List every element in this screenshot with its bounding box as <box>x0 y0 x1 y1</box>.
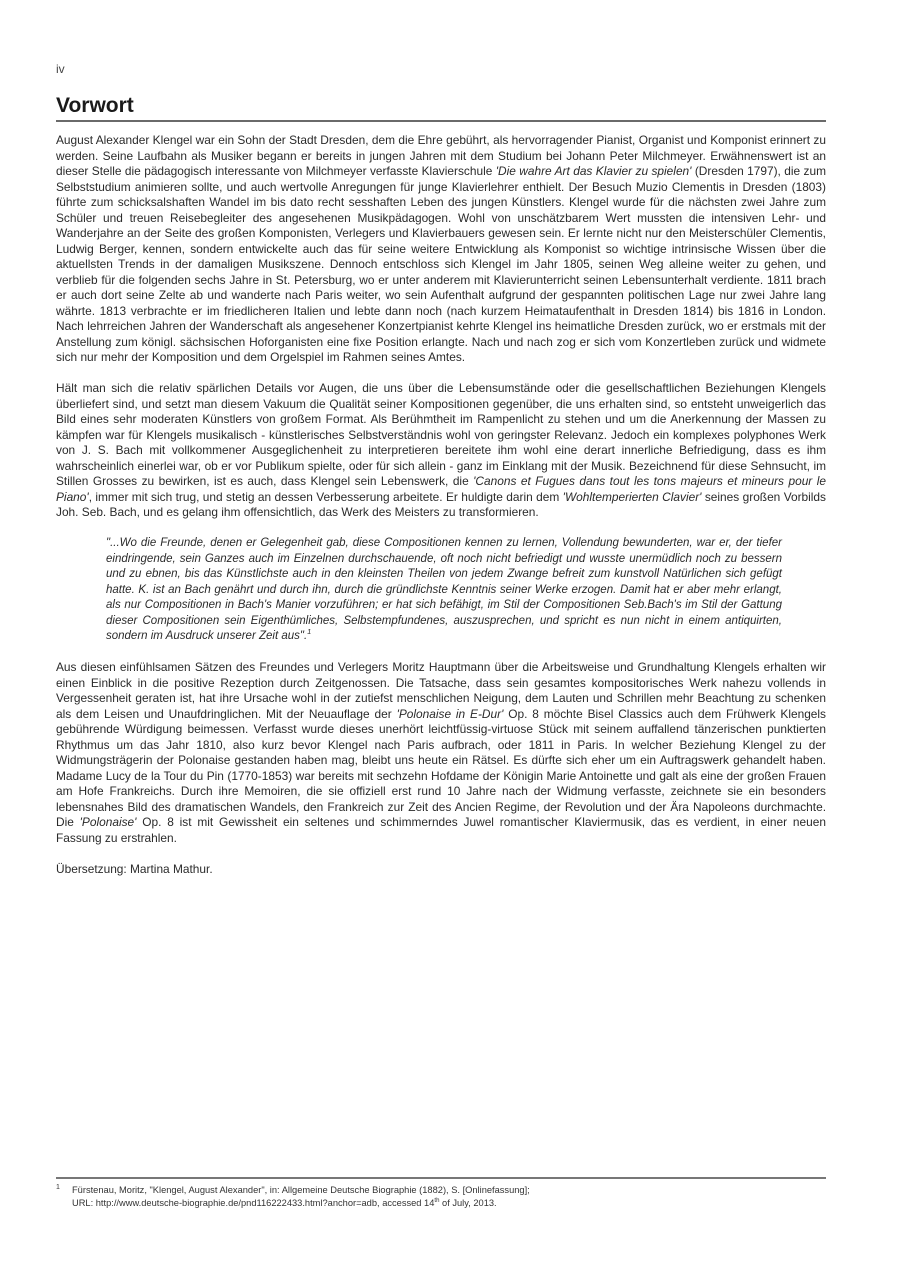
text-segment: Hält man sich die relativ spärlichen Details vor Augen, die uns über die Lebensumstände oder die gesellschaftlichen Beziehungen Klengels überliefert sind, und setzt man diesem Vakuum die Qualität seiner Kompositionen gegenüber, die uns erhalten sind, so entsteht unweigerlich das Bild eines sehr moderaten Künstlers von großem Format. Als Berühmtheit im Rampenlicht zu stehen und um die Anerkennung der Massen zu kämpfen war für Klengels musikalisch - künstlerisches Selbstverständnis wohl von geringster Relevanz. Jedoch ein komplexes polyphones Werk von J. S. Bach mit vollkommener Ausgeglichenheit zu interpretieren bereitete ihm wohl eine derart innerliche Befriedigung, dass es ihm wahrscheinlich einerlei war, ob er vor Publikum spielte, oder für sich allein - ganz im Einklang mit der Musik. Bezeichnend für diese Sehnsucht, im Stillen Grosses zu bewirken, ist es auch, dass Klengel sein Lebenswerk, die <box>56 381 826 488</box>
footnote <box>56 1184 826 1209</box>
body-text <box>56 133 826 893</box>
footnote-line-2 <box>56 1197 826 1210</box>
italic-text: 'Die wahre Art das Klavier zu spielen' <box>495 164 692 178</box>
text-segment: Op. 8 möchte Bisel Classics auch dem Frühwerk Klengels gebührende Würdigung beimessen. Verfasst wurde dieses unerhört leichtfüssig-virtuose Stück mit seinem auffallend tänzerischen punktierten Rhythmus um das Jahr 1810, also kurz bevor Klengel nach Paris aufbrach, oder 1811 in Paris. In welcher Beziehung Klengel zu der Widmungsträgerin der Polonaise gestanden haben mag, bleibt uns heute ein Rätsel. Es dürfte sich eher um ein Auftragswerk gehandelt haben. Madame Lucy de la Tour du Pin (1770-1853) war bereits mit sechzehn Hofdame der Königin Marie Antoinette und galt als eine der großen Frauen am Hofe Frankreichs. Durch ihre Memoiren, die sie offiziell erst rund 10 Jahre nach der Widmung verfasste, zeichnete sie ein besonders lebensnahes Bild des dramatischen Wandels, den Frankreich zur Zeit des Ancien Regime, der Revolution und der Ära Napoleons durchmachte. Die <box>56 706 827 829</box>
footnote-date-text: of July, 2013. <box>439 1197 497 1208</box>
title-rule <box>56 120 826 122</box>
text-segment: Übersetzung: Martina Mathur. <box>56 861 213 876</box>
italic-text: 'Wohltemperierten Clavier' <box>562 489 702 504</box>
text-segment: (Dresden 1797), die zum Selbststudium animieren sollte, und auch wertvolle Anregungen für junge Klavierlehrer enthielt. Der Besuch Muzio Clementis in Dresden (1803) führte zum schicksalshaften Wandel im bis dato recht sesshaften Leben des jungen Künstlers. Klengel wurde für die nächsten zwei Jahre zum Schüler und treuen Reisebegleiter des angesehenen Musikpädagogen. Wohl von unschätzbarem Wert mussten die intensiven Lehr- und Wanderjahre an der Seite des großen Komponisten, Verlegers und Klavierbauers gewesen sein. Er lernte nicht nur den Meisterschüler Clementis, Ludwig Berger, kennen, sondern entwickelte auch das für seine weitere Entwicklung als Komponist so wichtige intrinsische Wissen über die aktuellsten Trends in der damaligen Musikszene. Dennoch entschloss sich Klengel im Jahr 1805, seinen Weg alleine weiter zu gehen, und verblieb für die folgenden sechs Jahre in St. Petersburg, wo er unter anderem mit Klavierunterricht seinen Lebensunterhalt verdiente. 1811 brach er auch dort seine Zelte ab und wanderte nach Paris weiter, wo sein Aufenthalt aufgrund der gespannten politischen Lage nur zwei Jahre lang währte. 1813 verbrachte er im friedlicheren Italien und lebte dann noch (nach kurzem Heimataufenthalt in Dresden 1814) bis 1816 in London. Nach lehrreichen Jahren der Wanderschaft als angesehener Konzertpianist kehrte Klengel ins heimatliche Dresden zurück, wo er erstmals mit der Anstellung zum königl. sächsischen Hoforganisten eine fixe Position erlangte. Nach und nach zog er sich vom Konzertleben zurück und widmete sich nur mehr der Komposition und dem Orgelspiel im Rahmen seines Amtes. <box>56 164 826 364</box>
footnote-mark: 1 <box>56 1184 60 1191</box>
text-segment: Op. 8 ist mit Gewissheit ein seltenes und schimmerndes Juwel romantischer Klaviermusik, das es verdient, in einer neuen Fassung zu erstrahlen. <box>56 815 826 845</box>
italic-text: 'Polonaise' <box>79 815 137 829</box>
block-quote <box>106 536 782 645</box>
page-number: iv <box>56 62 65 76</box>
footnote-line-1: Fürstenau, Moritz, "Klengel, August Alexander", in: Allgemeine Deutsche Biographie (1882), S. [Onlinefassung]; <box>72 1185 530 1195</box>
text-segment: seines großen Vorbilds Joh. Seb. Bach, und es gelang ihm offensichtlich, das Werk des Meisters zu transformieren. <box>56 489 826 519</box>
italic-text: 'Polonaise in E-Dur' <box>396 706 504 721</box>
paragraph <box>56 660 826 846</box>
text-segment: August Alexander Klengel war ein Sohn der Stadt Dresden, dem die Ehre gebührt, als hervorragender Pianist, Organist und Komponist erinnert zu werden. Seine Laufbahn als Musiker begann er bereits in jungen Jahren mit dem Studium bei Johann Peter Milchmeyer. Erwähnenswert ist an dieser Stelle die pädagogisch interessante von Milchmeyer verfasste Klavierschule <box>56 133 826 178</box>
paragraph <box>56 133 826 366</box>
italic-text: 'Canons et Fugues dans tout les tons majeurs et mineurs pour le Piano' <box>56 474 826 504</box>
italic-text: "...Wo die Freunde, denen er Gelegenheit gab, diese Compositionen kennen zu lernen, Vollendung bewunderten, war er, der tiefer eindringende, sein Ganzes auch im Einzelnen durchschauende, oft noch nicht befriedigt und wusste unermüdlich noch zu bessern und zu ebnen, bis das Künstlichste auch in den kleinsten Theilen von jedem Zwange befreit zum kunstvoll Natürlichen sich gefügt hatte. K. ist an Bach genährt und durch ihn, durch die gründlichste Kenntnis seiner Werke erzogen. Damit hat er aber mehr erlangt, als nur Compositionen in Bach's Manier vorzuführen; er hat sich befähigt, im Stil der Compositionen Seb.Bach's im Stil der Gattung dieser Compositionen sein Eigenthümliches, Selbstempfundenes, auszusprechen, und spricht es nun nicht in einem antiquirten, sondern im Ausdruck unserer Zeit aus". <box>106 537 782 642</box>
footnote-url-text: URL: http://www.deutsche-biographie.de/pnd116222433.html?anchor=adb, accessed 14 <box>72 1197 435 1208</box>
text-segment: Aus diesen einfühlsamen Sätzen des Freundes und Verlegers Moritz Hauptmann über die Arbeitsweise und Grundhaltung Klengels erhalten wir einen Einblick in die positive Rezeption durch Zeitgenossen. Die Tatsache, dass sein gesamtes kompositorisches Werk nahezu vollends in Vergessenheit geraten ist, hat ihre Ursache wohl in der zutiefst menschlichen Neigung, dem Lauten und Schrillen mehr Beachtung zu schenken als dem Leisen und Unaufdringlichen. Mit der Neuauflage der <box>56 660 826 721</box>
page-title: Vorwort <box>56 94 134 117</box>
paragraph <box>56 862 826 878</box>
footnote-reference: 1 <box>307 627 312 637</box>
footnote-ordinal: th <box>434 1197 440 1204</box>
paragraph <box>56 381 826 521</box>
text-segment: , immer mit sich trug, und stetig an dessen Verbesserung arbeitete. Er huldigte darin dem <box>88 489 563 504</box>
footnote-rule <box>56 1177 826 1179</box>
